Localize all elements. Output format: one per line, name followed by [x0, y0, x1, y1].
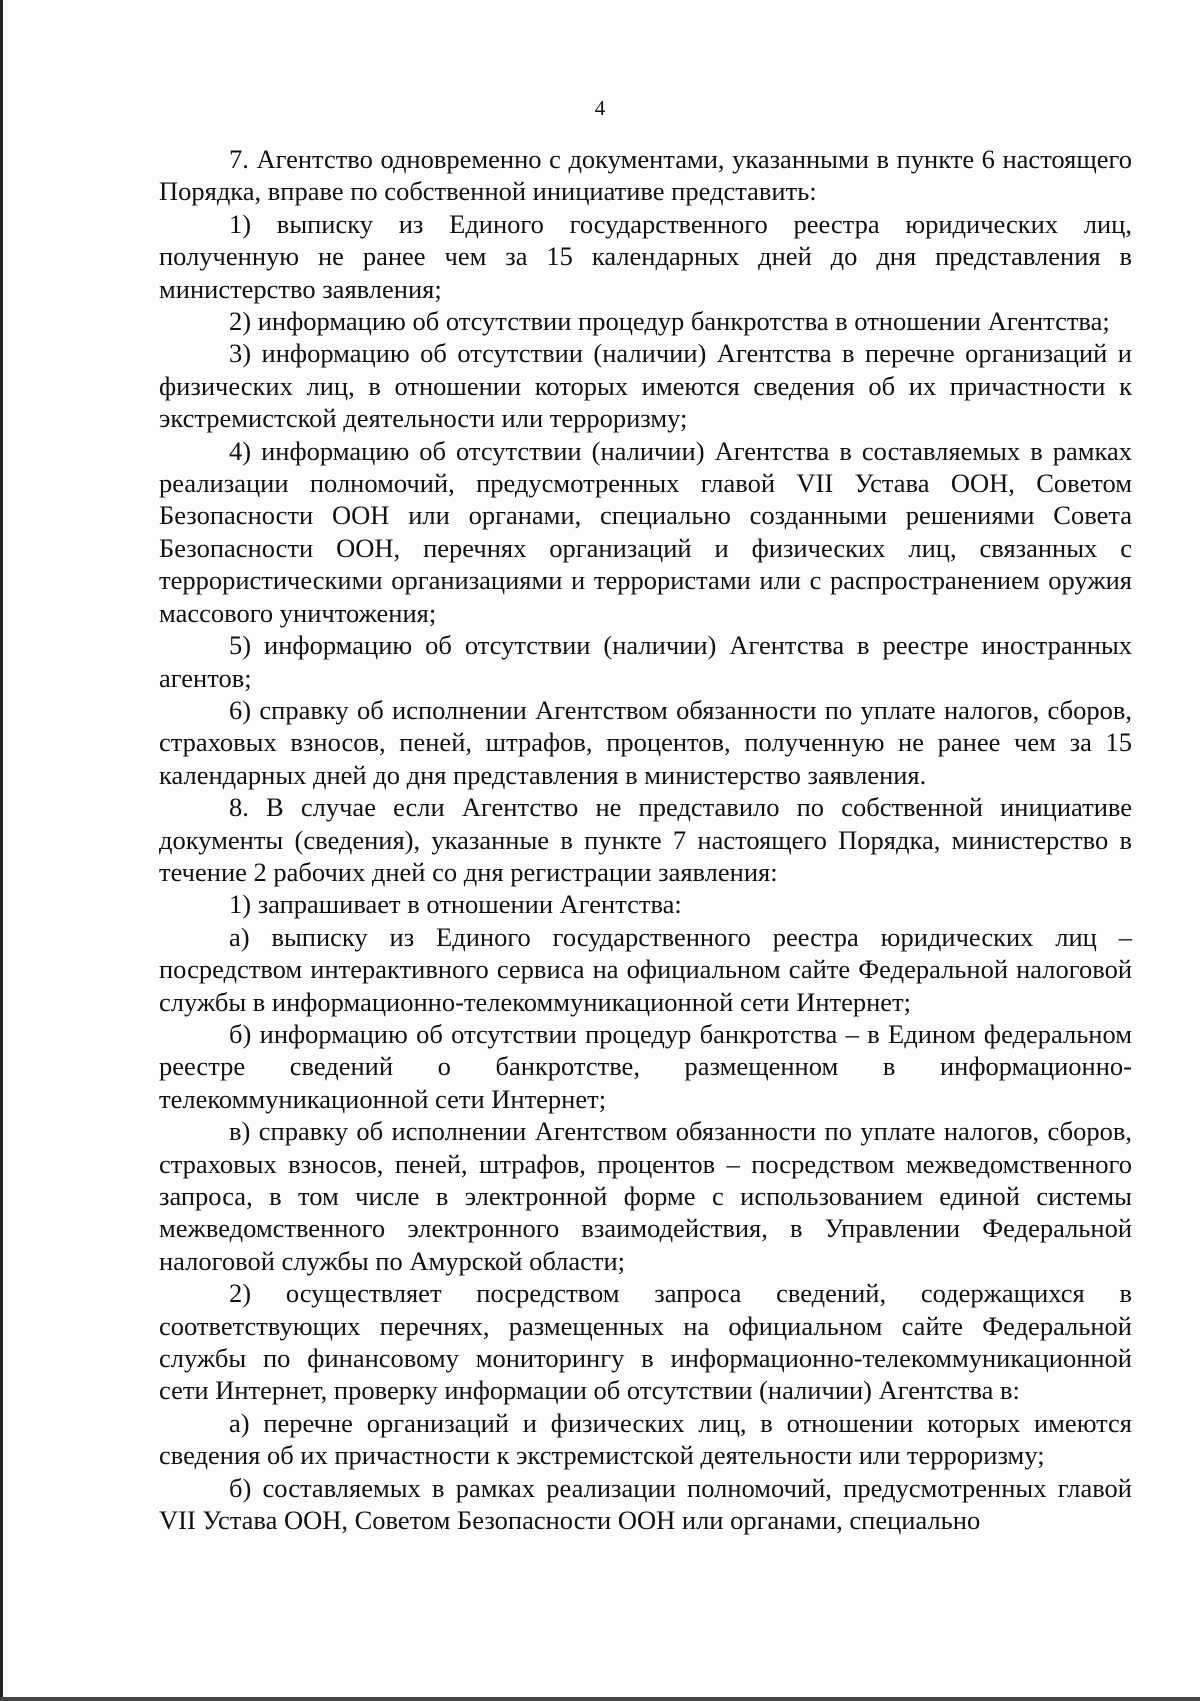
- scan-edge-left: [0, 0, 3, 1701]
- paragraph-8-item-2: 2) осуществляет посредством запроса сведений, содержащихся в соответствующих перечнях, размещенных на официальном сайте Федеральной службы по финансовому мониторингу в информационно-телекоммуникационной сети Интернет, проверку информации об отсутствии (наличии) Агентства в:: [159, 1278, 1132, 1406]
- paragraph-7: 7. Агентство одновременно с документами, указанными в пункте 6 настоящего Порядка, вправе по собственной инициативе представить:: [159, 144, 1132, 207]
- paragraph-8-item-1-v: в) справку об исполнении Агентством обязанности по уплате налогов, сборов, страховых взносов, пеней, штрафов, процентов – посредством межведомственного запроса, в том числе в электронной форме с использованием единой системы межведомственного электронного взаимодействия, в Управлении Федеральной налоговой службы по Амурской области;: [159, 1116, 1132, 1276]
- page-number: 4: [594, 96, 606, 120]
- paragraph-8: 8. В случае если Агентство не представило по собственной инициативе документы (сведения), указанные в пункте 7 настоящего Порядка, министерство в течение 2 рабочих дней со дня регистрации заявления:: [159, 792, 1132, 887]
- paragraph-8-item-1-b: б) информацию об отсутствии процедур банкротства – в Едином федеральном реестре сведений о банкротстве, размещенном в информационно-телекоммуникационной сети Интернет;: [159, 1018, 1132, 1114]
- paragraph-7-item-2: 2) информацию об отсутствии процедур банкротства в отношении Агентства;: [229, 306, 1110, 337]
- document-body: [159, 143, 1132, 1536]
- paragraph-8-item-1: 1) запрашивает в отношении Агентства:: [229, 889, 682, 920]
- paragraph-8-item-2-b: б) составляемых в рамках реализации полномочий, предусмотренных главой VII Устава ООН, Советом Безопасности ООН или органами, специально: [159, 1472, 1132, 1536]
- paragraph-7-item-4: 4) информацию об отсутствии (наличии) Агентства в составляемых в рамках реализации полномочий, предусмотренных главой VII Устава ООН, Советом Безопасности ООН или органами, специально созданными решениями Совета Безопасности ООН, перечнях организаций и физических лиц, связанных с террористическими организациями и террористами или с распространением оружия массового уничтожения;: [159, 435, 1132, 628]
- paragraph-7-item-1: 1) выписку из Единого государственного реестра юридических лиц, полученную не ранее чем за 15 календарных дней до дня представления в министерство заявления;: [159, 208, 1132, 304]
- scan-edge-bottom: [0, 1697, 1200, 1701]
- paragraph-8-item-1-a: а) выписку из Единого государственного реестра юридических лиц – посредством интерактивного сервиса на официальном сайте Федеральной налоговой службы в информационно-телекоммуникационной сети Интернет;: [159, 921, 1132, 1017]
- paragraph-7-item-3: 3) информацию об отсутствии (наличии) Агентства в перечне организаций и физических лиц, в отношении которых имеются сведения об их причастности к экстремистской деятельности или терроризму;: [159, 338, 1132, 434]
- paragraph-8-item-2-a: а) перечне организаций и физических лиц, в отношении которых имеются сведения об их причастности к экстремистской деятельности или терроризму;: [159, 1407, 1132, 1471]
- paragraph-7-item-5: 5) информацию об отсутствии (наличии) Агентства в реестре иностранных агентов;: [159, 630, 1132, 693]
- paragraph-7-item-6: 6) справку об исполнении Агентством обязанности по уплате налогов, сборов, страховых взносов, пеней, штрафов, процентов, полученную не ранее чем за 15 календарных дней до дня представления в министерство заявления.: [159, 694, 1132, 790]
